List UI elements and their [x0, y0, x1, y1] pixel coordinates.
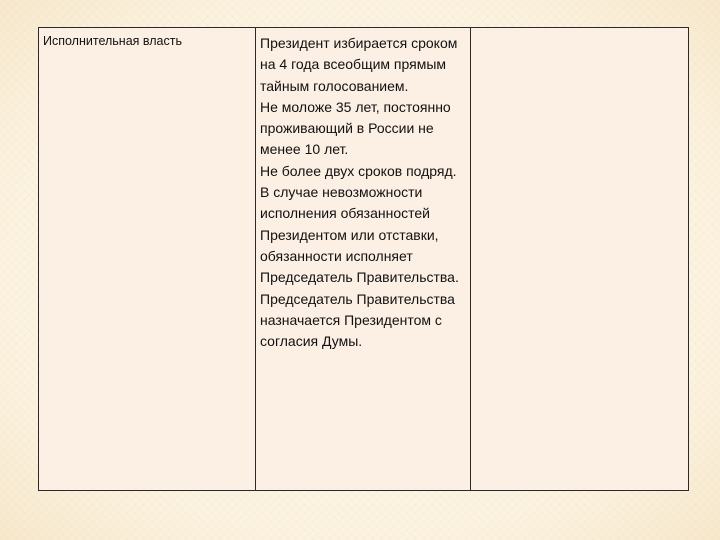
content-table — [38, 27, 689, 491]
branch-cell — [39, 28, 256, 491]
notes-cell — [471, 28, 689, 491]
branch-label: Исполнительная власть — [43, 34, 182, 48]
description-paragraph: Не более двух сроков подряд. — [260, 162, 457, 179]
description-paragraph: В случае невозможности исполнения обязанностей Президентом или отставки, обязанности исполняет Председатель Правительства. — [260, 184, 459, 286]
description-cell — [256, 28, 471, 491]
description-paragraph: Президент избирается сроком на 4 года всеобщим прямым тайным голосованием. — [260, 35, 458, 94]
description-paragraph: Не моложе 35 лет, постоянно проживающий в России не менее 10 лет. — [260, 98, 451, 158]
table-row — [39, 28, 689, 491]
description-paragraph: Председатель Правительства назначается Президентом с согласия Думы. — [260, 290, 455, 350]
